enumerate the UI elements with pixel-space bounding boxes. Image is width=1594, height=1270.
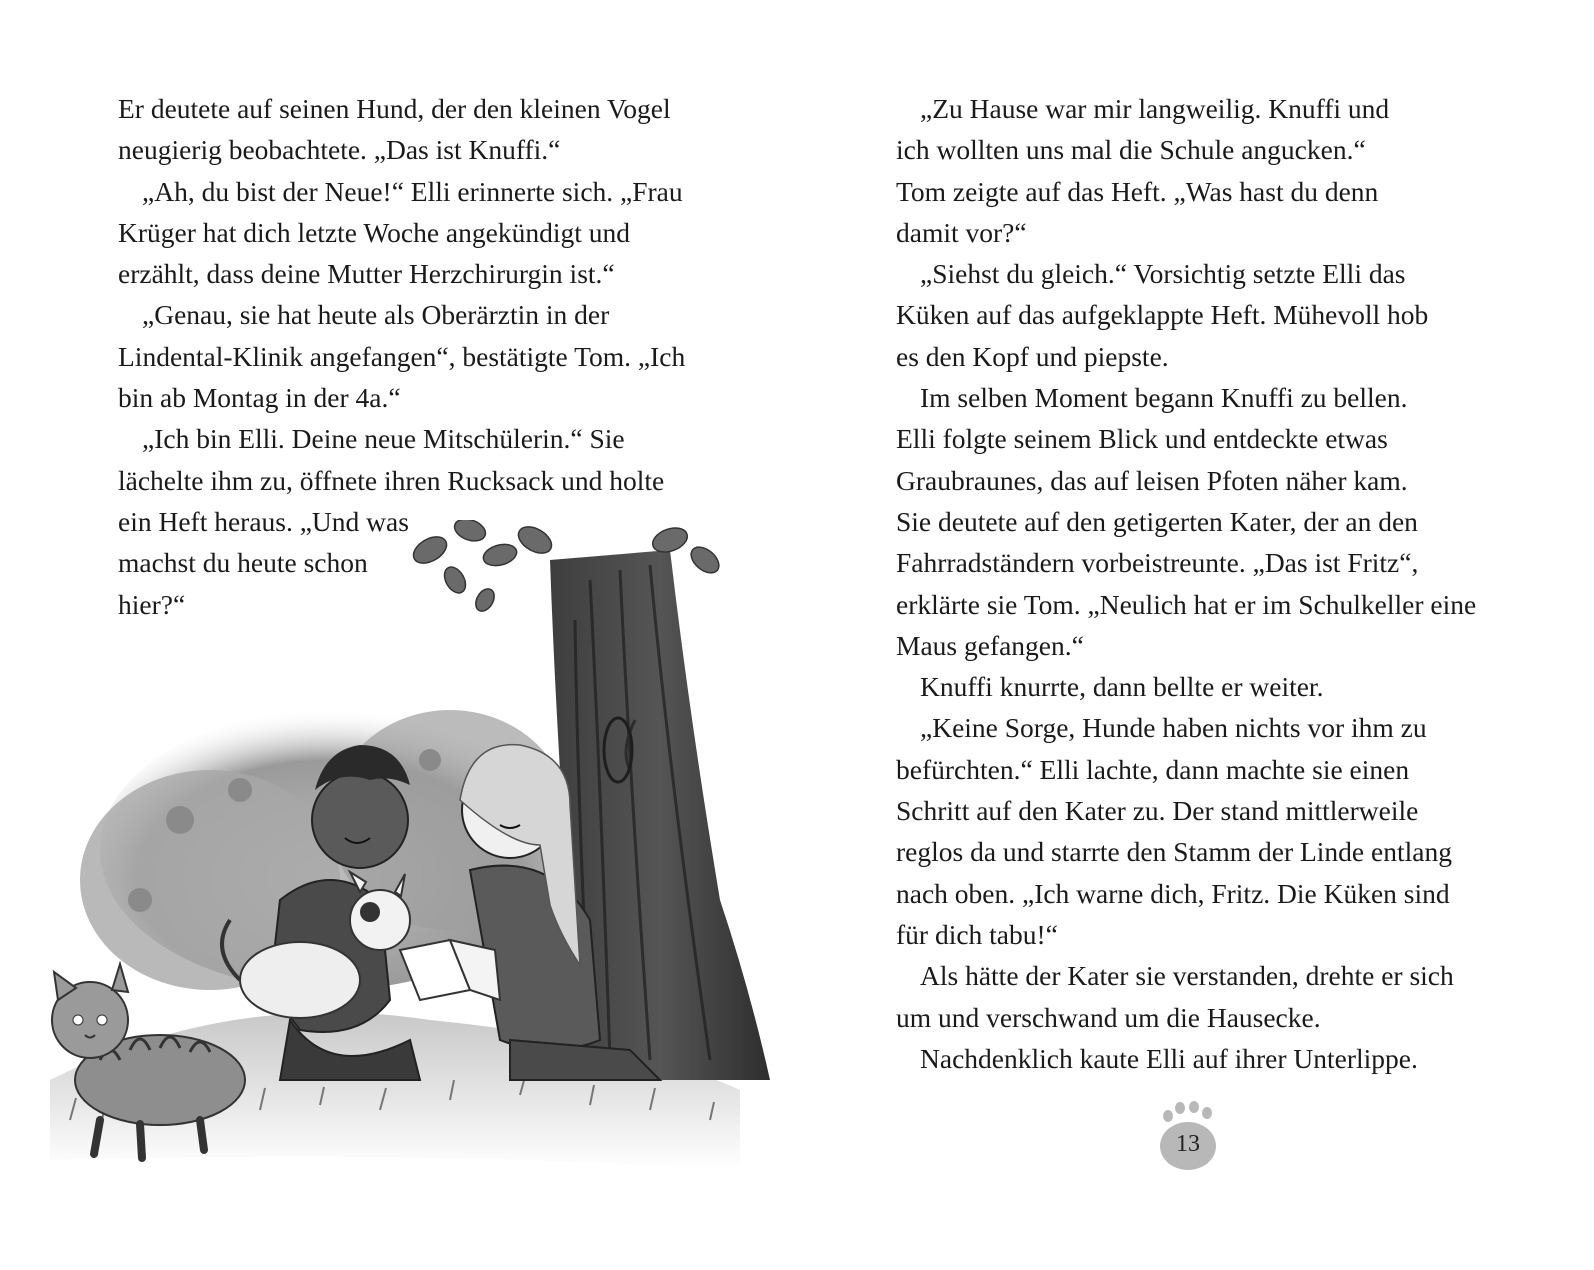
text-line: „Keine Sorge, Hunde haben nichts vor ihm zu: [920, 712, 1427, 744]
text-line: Elli folgte seinem Blick und entdeckte etwas: [896, 423, 1388, 455]
text-line: um und verschwand um die Hausecke.: [896, 1001, 1321, 1033]
text-line: befürchten.“ Elli lachte, dann machte sie einen: [896, 753, 1410, 785]
text-line: für dich tabu!“: [896, 918, 1058, 950]
text-line: Knuffi knurrte, dann bellte er weiter.: [920, 671, 1324, 703]
text-line: erklärte sie Tom. „Neulich hat er im Schulkeller eine: [896, 588, 1477, 620]
text-line: Schritt auf den Kater zu. Der stand mittlerweile: [896, 795, 1419, 827]
text-line: lächelte ihm zu, öffnete ihren Rucksack und holte: [118, 464, 665, 496]
text-line: Tom zeigte auf das Heft. „Was hast du denn: [896, 175, 1379, 207]
text-line: bin ab Montag in der 4a.“: [118, 382, 401, 414]
right-page-text: [896, 88, 1536, 1079]
text-line: „Siehst du gleich.“ Vorsichtig setzte Elli das: [920, 258, 1406, 290]
text-line: nach oben. „Ich warne dich, Fritz. Die Küken sind: [896, 877, 1450, 909]
text-line: reglos da und starrte den Stamm der Linde entlang: [896, 836, 1452, 868]
text-line: Küken auf das aufgeklappte Heft. Mühevoll hob: [896, 299, 1429, 331]
text-line: ein Heft heraus. „Und was: [118, 505, 409, 537]
text-line: damit vor?“: [896, 216, 1027, 248]
notebook-illustration: [400, 940, 500, 1000]
text-line: „Ich bin Elli. Deine neue Mitschülerin.“ Sie: [142, 423, 625, 455]
text-line: Er deutete auf seinen Hund, der den kleinen Vogel: [118, 93, 671, 124]
text-line: ich wollten uns mal die Schule angucken.“: [896, 134, 1366, 166]
text-line: „Ah, du bist der Neue!“ Elli erinnerte sich. „Frau: [142, 175, 683, 207]
text-line: Lindental-Klinik angefangen“, bestätigte Tom. „Ich: [118, 340, 686, 372]
text-line: erzählt, dass deine Mutter Herzchirurgin ist.“: [118, 258, 615, 290]
text-line: Krüger hat dich letzte Woche angekündigt und: [118, 216, 630, 248]
text-line: „Genau, sie hat heute als Oberärztin in der: [142, 299, 610, 331]
text-line: es den Kopf und piepste.: [896, 340, 1169, 372]
text-line: machst du heute schon: [118, 547, 368, 579]
text-line: Im selben Moment begann Knuffi zu bellen.: [920, 382, 1408, 414]
text-line: Sie deutete auf den getigerten Kater, der an den: [896, 505, 1418, 537]
page-number-badge: [1150, 1098, 1230, 1178]
text-line: Maus gefangen.“: [896, 629, 1084, 661]
text-line: Fahrradständern vorbeistreunte. „Das ist Fritz“,: [896, 547, 1419, 579]
page-number: 13: [1176, 1130, 1200, 1157]
text-line: neugierig beobachtete. „Das ist Knuffi.“: [118, 134, 561, 166]
text-line: Als hätte der Kater sie verstanden, drehte er sich: [920, 960, 1454, 992]
text-line: „Zu Hause war mir langweilig. Knuffi und: [920, 93, 1390, 124]
text-line: Nachdenklich kaute Elli auf ihrer Unterlippe.: [920, 1042, 1418, 1074]
illustration: [30, 520, 770, 1200]
text-line: hier?“: [118, 588, 186, 620]
text-line: Graubraunes, das auf leisen Pfoten näher kam.: [896, 464, 1408, 496]
